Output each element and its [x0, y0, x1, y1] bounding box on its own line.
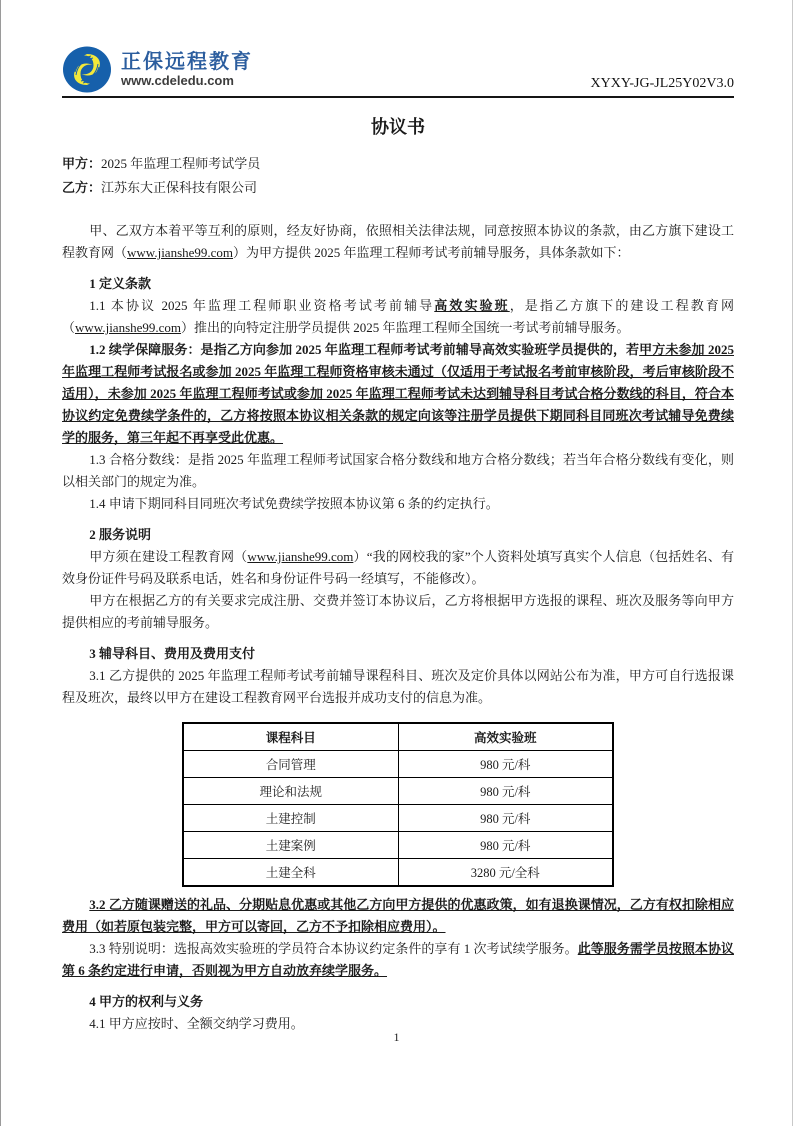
table-cell: 土建控制: [183, 805, 398, 832]
paragraph: [62, 339, 734, 449]
paragraph: [62, 938, 734, 982]
table-row: [183, 805, 613, 832]
party-value: 江苏东大正保科技有限公司: [101, 180, 258, 195]
document-header: [62, 46, 734, 98]
text-segment: 1.3 合格分数线：是指 2025 年监理工程师考试国家合格分数线和地方合格分数线；若当年合格分数线有变化，则以相关部门的规定为准。: [62, 452, 734, 489]
table-row: [183, 859, 613, 887]
brand-logo-icon: [62, 46, 112, 93]
brand-logo-block: [62, 46, 253, 93]
text-segment: 3.2 乙方随课赠送的礼品、分期贴息优惠或其他乙方向甲方提供的优惠政策，如有退换课情况，乙方有权扣除相应费用（如若原包装完整，甲方可以寄回，乙方不予扣除相应费用）。: [62, 897, 734, 934]
text-segment: ）推出的向特定注册学员提供 2025 年监理工程师全国统一考试考前辅导服务。: [181, 320, 630, 335]
party-line: [62, 152, 734, 176]
text-segment: 甲方在根据乙方的有关要求完成注册、交费并签订本协议后，乙方将根据甲方选报的课程、班次及服务等向甲方提供相应的考前辅导服务。: [62, 593, 734, 630]
paragraph: [62, 449, 734, 493]
section-heading: 2 服务说明: [89, 527, 152, 542]
party-label: 乙方：: [62, 180, 102, 195]
text-segment: 甲方未参加 2025 年监理工程师考试报名或参加 2025 年监理工程师资格审核未通过（仅适用于考试报名考前审核阶段，考后审核阶段不适用），未参加 2025 年监理工程师考试或参加 2025 年监理工程师考试未达到辅导科目考试合格分数线的科目，符合本协议约定免费续学条件的，乙方将按照本协议相关条款的规定向该等注册学员提供下期同科目同班次考试辅导免费续学的服务，第三年起不再享受此优惠。: [62, 342, 734, 445]
table-header-cell: 课程科目: [183, 723, 398, 751]
section-heading: 1 定义条款: [89, 276, 152, 291]
table-row: [183, 832, 613, 859]
text-segment: 3.1 乙方提供的 2025 年监理工程师考试考前辅导课程科目、班次及定价具体以网站公布为准，甲方可自行选报课程及班次，最终以甲方在建设工程教育网平台选报并成功支付的信息为准。: [62, 668, 734, 705]
party-value: 2025 年监理工程师考试学员: [101, 156, 261, 171]
paragraph: [62, 590, 734, 634]
table-cell: 980 元/科: [398, 805, 613, 832]
table-cell: 理论和法规: [183, 778, 398, 805]
paragraph: [62, 493, 734, 515]
text-segment: 甲方须在建设工程教育网（: [89, 549, 248, 564]
paragraph: [62, 665, 734, 709]
text-segment: www.jianshe99.com: [75, 320, 182, 335]
paragraph: [62, 220, 734, 264]
table-cell: 合同管理: [183, 751, 398, 778]
text-segment: ）为甲方提供 2025 年监理工程师考试考前辅导服务，具体条款如下：: [233, 245, 630, 260]
document-body: [62, 152, 734, 1035]
table-header-cell: 高效实验班: [398, 723, 613, 751]
paragraph: [62, 546, 734, 590]
text-segment: 4.1 甲方应按时、全额交纳学习费用。: [89, 1016, 304, 1031]
brand-name: 正保远程教育: [121, 50, 253, 73]
brand-text: [121, 51, 253, 89]
text-segment: www.jianshe99.com: [127, 245, 234, 260]
paragraph: [62, 295, 734, 339]
text-segment: ，是指乙方旗下的建设工程教育网（: [62, 298, 734, 335]
text-segment: 1.4 申请下期同科目同班次考试免费续学按照本协议第 6 条的约定执行。: [89, 496, 499, 511]
pricing-table: [182, 722, 614, 887]
table-cell: 980 元/科: [398, 832, 613, 859]
table-row: [183, 778, 613, 805]
table-cell: 土建案例: [183, 832, 398, 859]
text-segment: 1.1 本协议 2025 年监理工程师职业资格考试考前辅导: [89, 298, 435, 313]
section-heading: 4 甲方的权利与义务: [89, 994, 204, 1009]
section-heading: 3 辅导科目、费用及费用支付: [89, 646, 256, 661]
pricing-table-body: [183, 751, 613, 887]
table-cell: 3280 元/全科: [398, 859, 613, 887]
table-row: [183, 751, 613, 778]
page-title: 协议书: [371, 117, 425, 137]
text-segment: www.jianshe99.com: [247, 549, 354, 564]
party-line: [62, 176, 734, 200]
brand-url: www.cdeledu.com: [121, 72, 234, 88]
table-header-row: [183, 723, 613, 751]
table-cell: 980 元/科: [398, 778, 613, 805]
text-segment: 此等服务需学员按照本协议第 6 条约定进行申请，否则视为甲方自动放弃续学服务。: [62, 941, 734, 978]
text-segment: 高效实验班: [434, 298, 510, 313]
table-cell: 土建全科: [183, 859, 398, 887]
text-segment: ）“我的网校我的家”个人资料处填写真实个人信息（包括姓名、有效身份证件号码及联系电话，姓名和身份证件号码一经填写，不能修改）。: [62, 549, 734, 586]
paragraph: [62, 894, 734, 938]
text-segment: 1.2 续学保障服务：是指乙方向参加 2025 年监理工程师考试考前辅导高效实验班学员提供的，若: [89, 342, 640, 357]
table-cell: 980 元/科: [398, 751, 613, 778]
doc-code: XYXY-JG-JL25Y02V3.0: [590, 76, 734, 91]
pricing-table-head: [183, 723, 613, 751]
party-label: 甲方：: [62, 156, 102, 171]
text-segment: 甲、乙双方本着平等互利的原则，经友好协商，依照相关法律法规，同意按照本协议的条款，由乙方旗下建设工程教育网（: [62, 223, 734, 260]
page-number: 1: [393, 1030, 400, 1044]
text-segment: 3.3 特别说明：选报高效实验班的学员符合本协议约定条件的享有 1 次考试续学服务。: [89, 941, 578, 956]
spacer: [62, 200, 734, 220]
